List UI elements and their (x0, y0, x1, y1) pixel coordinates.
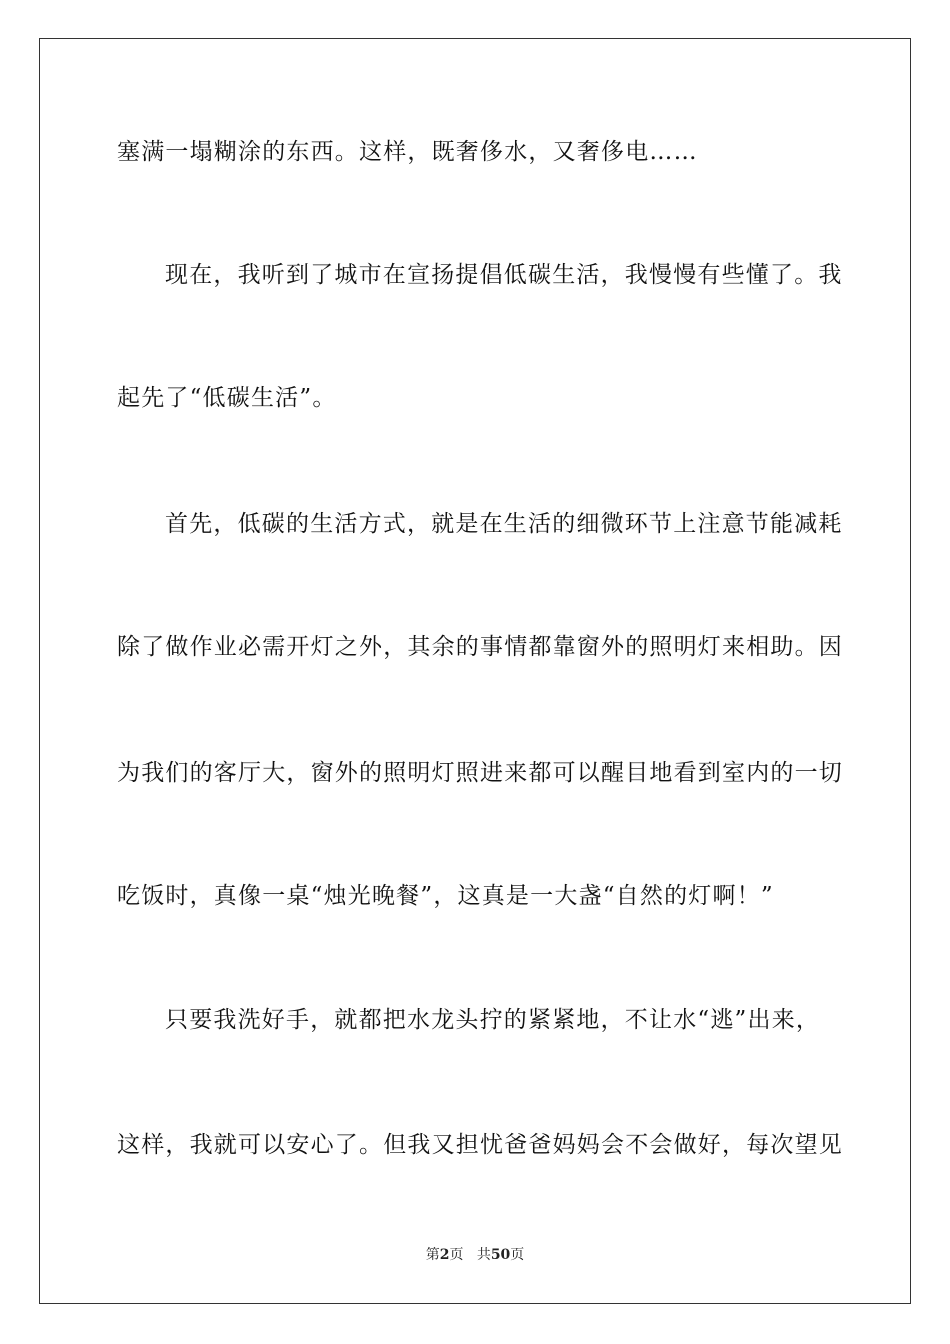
text-line-4: 首先，低碳的生活方式，就是在生活的细微环节上注意节能减耗 (165, 511, 843, 537)
total-prefix: 共 (476, 1247, 491, 1263)
page-footer (0, 1246, 950, 1264)
text-line-7: 吃饭时，真像一桌“烛光晚餐”，这真是一大盏“自然的灯啊！” (117, 883, 774, 909)
text-line-3: 起先了“低碳生活”。 (117, 385, 337, 411)
text-line-6: 为我们的客厅大，窗外的照明灯照进来都可以醒目地看到室内的一切 (117, 760, 843, 786)
text-line-1: 塞满一塌糊涂的东西。这样，既奢侈水，又奢侈电…… (117, 139, 698, 165)
total-pages: 50 (490, 1247, 511, 1263)
page-suffix: 页 (449, 1247, 464, 1263)
text-line-2: 现在，我听到了城市在宣扬提倡低碳生活，我慢慢有些懂了。我 (165, 262, 843, 288)
text-line-9: 这样，我就可以安心了。但我又担忧爸爸妈妈会不会做好，每次望见 (117, 1132, 843, 1158)
page-prefix: 第 (425, 1247, 440, 1263)
total-suffix: 页 (510, 1247, 525, 1263)
text-line-5: 除了做作业必需开灯之外，其余的事情都靠窗外的照明灯来相助。因 (117, 634, 843, 660)
text-line-8: 只要我洗好手，就都把水龙头拧的紧紧地，不让水“逃”出来， (165, 1007, 821, 1033)
page-frame (39, 38, 911, 1304)
page-number: 2 (439, 1247, 450, 1263)
